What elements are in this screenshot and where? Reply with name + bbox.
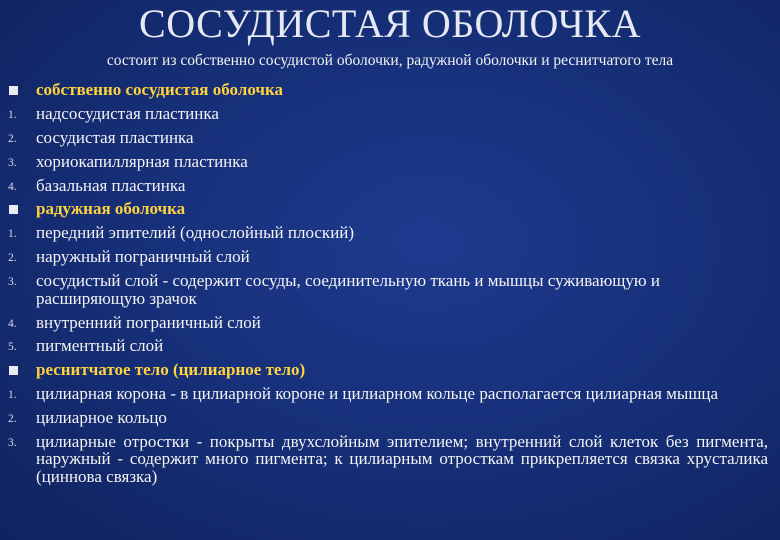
item-text: цилиарная корона - в цилиарной короне и цилиарном кольце располагается цилиарная мышца (36, 384, 719, 404)
list-item (0, 385, 780, 403)
section-ciliary-body (0, 361, 780, 379)
list-item (0, 337, 780, 355)
item-number: 1. (8, 389, 17, 402)
item-text: сосудистая пластинка (36, 127, 194, 147)
content-list (0, 81, 780, 492)
list-item (0, 409, 780, 427)
item-text: наружный пограничный слой (36, 247, 250, 267)
list-item (0, 153, 780, 171)
item-number: 4. (8, 180, 17, 193)
list-item (0, 177, 780, 195)
list-item (0, 314, 780, 332)
item-text: внутренний пограничный слой (36, 312, 261, 332)
slide-title: СОСУДИСТАЯ ОБОЛОЧКА (139, 1, 641, 46)
item-number: 2. (8, 252, 17, 265)
section-heading: собственно сосудистая оболочка (36, 80, 284, 99)
section-choroid-proper (0, 81, 780, 99)
item-number: 4. (8, 317, 17, 330)
item-number: 1. (8, 108, 17, 121)
item-number: 3. (8, 156, 17, 169)
item-number: 2. (8, 132, 17, 145)
section-heading: радужная оболочка (36, 199, 186, 219)
item-number: 5. (8, 341, 17, 354)
item-number: 1. (8, 228, 17, 241)
list-item (0, 248, 780, 266)
list-item (0, 272, 780, 307)
section-heading: реснитчатое тело (цилиарное тело) (36, 360, 306, 380)
square-bullet-icon (9, 86, 18, 95)
item-text: цилиарное кольцо (36, 408, 167, 428)
square-bullet-icon (9, 366, 18, 375)
item-text: надсосудистая пластинка (36, 103, 219, 123)
item-text: пигментный слой (36, 336, 164, 356)
item-text: сосудистый слой - содержит сосуды, соединительную ткань и мышцы суживающую и расширяющую зрачок (36, 271, 660, 308)
list-item (0, 105, 780, 123)
item-text: базальная пластинка (36, 175, 186, 195)
square-bullet-icon (9, 205, 18, 214)
item-text: передний эпителий (однослойный плоский) (36, 223, 355, 243)
item-text: хориокапиллярная пластинка (36, 151, 248, 171)
section-iris (0, 200, 780, 218)
item-number: 3. (8, 276, 17, 289)
list-item (0, 129, 780, 147)
item-text: цилиарные отростки - покрыты двухслойным эпителием; внутренний слой клеток без пигмента, наружный - содержит много пигмента; к цилиарным отросткам прикрепляется связка хрусталика (циннова связка) (36, 431, 768, 486)
item-number: 2. (8, 413, 17, 426)
list-item (0, 433, 780, 486)
list-item (0, 224, 780, 242)
item-number: 3. (8, 436, 17, 449)
slide-subtitle: состоит из собственно сосудистой оболочки, радужной оболочки и реснитчатого тела (106, 52, 674, 69)
